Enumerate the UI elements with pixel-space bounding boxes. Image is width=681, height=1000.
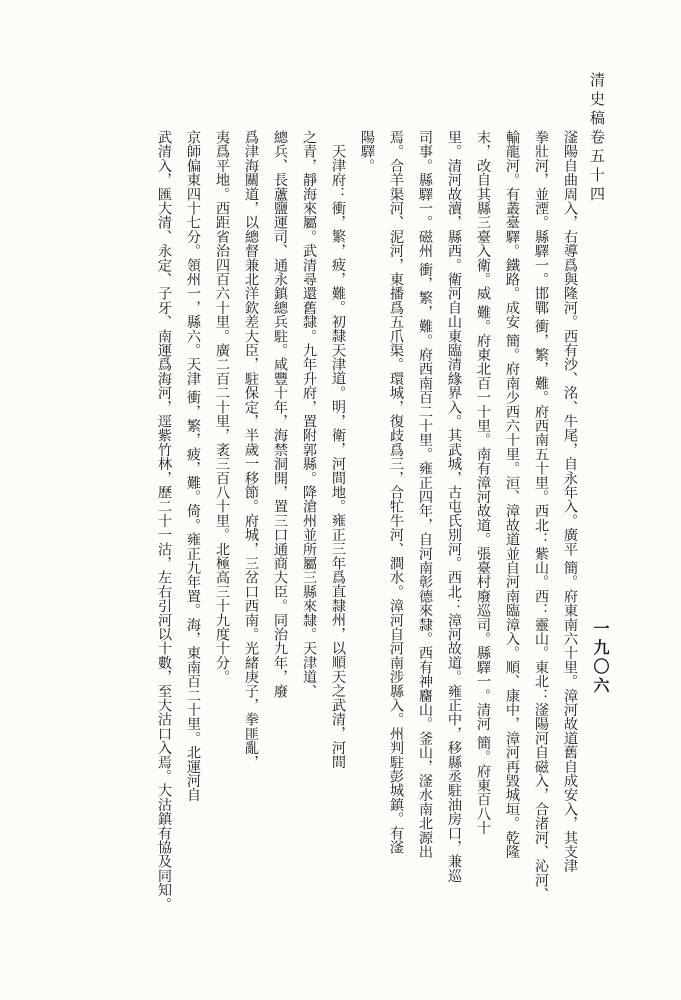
text-column: 末，改自其縣三臺入衛。威 難。府東北百一十里。南有漳河故道。張臺村廢巡司。縣驛一。清河 簡。府東百八十	[475, 130, 491, 835]
text-column: 陽驛。	[359, 130, 375, 173]
text-column: 京師偏東四十七分。領州一，縣六。天津 衝，繁，疲，難。倚。雍正九年置。海，東南百二十里。北運河自	[185, 130, 201, 802]
running-header-title: 清史稿卷五十四	[588, 72, 606, 205]
text-column: 拳壯河，並湮。縣驛一。邯鄲 衝，繁，難。府西南五十里。西北：紫山。西：靈山。東北：滏陽河自磁入，合渚河、沁河、	[533, 130, 549, 902]
text-column: 天津府：衝，繁，疲，難。初隸天津道。明，衛，河間地。雍正三年爲直隸州，以順天之武清，河間	[330, 144, 346, 769]
text-column: 武清入，匯大清、永定、子牙、南運爲海河，逕紫竹林，歷二十一沽，左右引河以十數，至大沽口入焉。大沽鎮有協及同知。	[156, 130, 172, 911]
text-column: 滏陽自曲周入，右導爲與隆河。西有沙、洺、牛尾，自永年入。廣平 簡。府東南六十里。漳河故道舊自成安入，其支津	[562, 130, 578, 873]
page-number: 一九〇六	[591, 620, 610, 696]
text-column: 輸龍河。有叢臺驛。鐵路。成安 簡。府南少西六十里。洹、漳故道並自河南臨漳入。順、康中，漳河再毀城垣。乾隆	[504, 130, 520, 859]
text-column: 焉。合羊渠河、泥河，東播爲五爪渠。環城，復歧爲三，合牤牛河、澗水。漳河自河南涉縣入。州判駐彭城鎮。有滏	[388, 130, 404, 855]
text-column: 之青，靜海來屬。武清尋還舊隸。九年升府，置附郭縣。降滄州並所屬三縣來隸。天津道、	[301, 130, 317, 698]
vertical-text-body	[78, 130, 584, 960]
text-column: 總兵、長蘆鹽運司、通永鎮總兵駐。咸豐十年，海禁洞開，置三口通商大臣。同治九年，廢	[272, 130, 288, 698]
text-column: 司事。縣驛一。磁州 衝，繁，難。府西南百二十里。雍正四年，自河南彰德來隸。西有神麕山。釜山，滏水南北源出	[417, 130, 433, 859]
text-column: 夷爲平地。西距省治四百六十里。廣二百二十里，袤三百八十里。北極高三十九度十分。	[214, 130, 230, 684]
text-column: 里。清河故瀆，縣西。衛河自山東臨清緣界入。其武城，古屯氏別河。西北：漳河故道。雍正中，移縣丞駐油房口，兼巡	[446, 130, 462, 883]
text-column: 爲津海關道，以總督兼北洋欽差大臣，駐保定，半歲一移節。府城，三岔口西南。光緒庚子，拳匪亂，	[243, 130, 259, 769]
